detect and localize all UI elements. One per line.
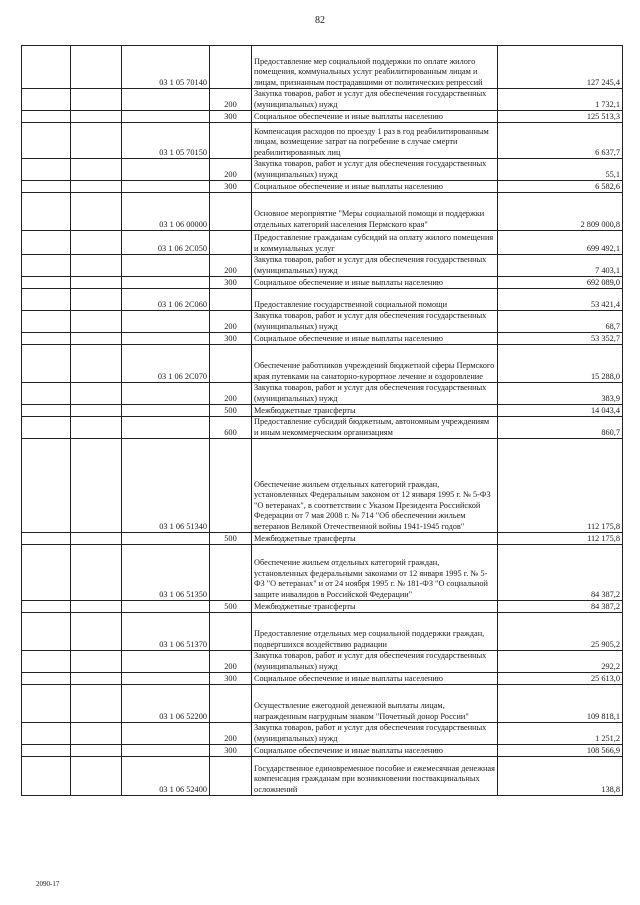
blank-cell — [22, 193, 71, 231]
blank-cell — [71, 277, 122, 289]
blank-cell — [71, 111, 122, 123]
table-row — [22, 383, 623, 405]
expense-type-cell — [210, 757, 252, 796]
table-row — [22, 757, 623, 796]
amount-cell: 53 352,7 — [498, 333, 623, 345]
item-name-cell: Осуществление ежегодной денежной выплаты лицам, награжденным нагрудным знаком "Почетный донор России" — [252, 685, 498, 723]
item-name-cell: Закупка товаров, работ и услуг для обеспечения государственных (муниципальных) нужд — [252, 383, 498, 405]
item-name-cell: Социальное обеспечение и иные выплаты населению — [252, 181, 498, 193]
target-code-cell — [122, 311, 210, 333]
blank-cell — [22, 277, 71, 289]
blank-cell — [22, 255, 71, 277]
blank-cell — [71, 685, 122, 723]
table-row — [22, 345, 623, 383]
target-code-cell: 03 1 06 2С070 — [122, 345, 210, 383]
expense-type-cell: 200 — [210, 311, 252, 333]
target-code-cell — [122, 111, 210, 123]
table-row — [22, 255, 623, 277]
blank-cell — [22, 439, 71, 533]
table-row — [22, 89, 623, 111]
table-row — [22, 159, 623, 181]
blank-cell — [71, 545, 122, 601]
item-name-cell: Закупка товаров, работ и услуг для обеспечения государственных (муниципальных) нужд — [252, 159, 498, 181]
item-name-cell: Закупка товаров, работ и услуг для обеспечения государственных (муниципальных) нужд — [252, 311, 498, 333]
blank-cell — [22, 613, 71, 651]
amount-cell: 112 175,8 — [498, 439, 623, 533]
budget-table-body — [22, 46, 623, 796]
amount-cell: 1 732,1 — [498, 89, 623, 111]
blank-cell — [71, 231, 122, 255]
expense-type-cell: 600 — [210, 417, 252, 439]
budget-table — [21, 45, 623, 796]
blank-cell — [71, 46, 122, 89]
amount-cell: 692 089,0 — [498, 277, 623, 289]
item-name-cell: Межбюджетные трансферты — [252, 601, 498, 613]
table-row — [22, 545, 623, 601]
item-name-cell: Межбюджетные трансферты — [252, 533, 498, 545]
expense-type-cell: 200 — [210, 723, 252, 745]
target-code-cell: 03 1 06 52200 — [122, 685, 210, 723]
expense-type-cell — [210, 231, 252, 255]
table-row — [22, 685, 623, 723]
blank-cell — [22, 181, 71, 193]
blank-cell — [22, 111, 71, 123]
amount-cell: 6 582,6 — [498, 181, 623, 193]
target-code-cell — [122, 89, 210, 111]
expense-type-cell: 500 — [210, 533, 252, 545]
expense-type-cell: 300 — [210, 673, 252, 685]
blank-cell — [71, 289, 122, 311]
amount-cell: 2 809 000,8 — [498, 193, 623, 231]
target-code-cell — [122, 601, 210, 613]
item-name-cell: Социальное обеспечение и иные выплаты населению — [252, 673, 498, 685]
blank-cell — [22, 123, 71, 159]
expense-type-cell: 500 — [210, 601, 252, 613]
item-name-cell: Компенсация расходов по проезду 1 раз в год реабилитированным лицам, возмещение затрат на погребение в случае смерти реабилитированных лиц — [252, 123, 498, 159]
amount-cell: 127 245,4 — [498, 46, 623, 89]
expense-type-cell: 200 — [210, 89, 252, 111]
blank-cell — [22, 89, 71, 111]
amount-cell: 6 637,7 — [498, 123, 623, 159]
item-name-cell: Предоставление субсидий бюджетным, автономным учреждениям и иным некоммерческим организациям — [252, 417, 498, 439]
target-code-cell — [122, 277, 210, 289]
amount-cell: 68,7 — [498, 311, 623, 333]
target-code-cell — [122, 417, 210, 439]
table-row — [22, 46, 623, 89]
blank-cell — [71, 255, 122, 277]
item-name-cell: Предоставление мер социальной поддержки по оплате жилого помещения, коммунальных услуг реабилитированным лицам и лицам, признанным пострадавшими от политических репрессий — [252, 46, 498, 89]
expense-type-cell — [210, 193, 252, 231]
blank-cell — [71, 601, 122, 613]
blank-cell — [71, 123, 122, 159]
expense-type-cell: 300 — [210, 277, 252, 289]
blank-cell — [22, 685, 71, 723]
blank-cell — [71, 745, 122, 757]
expense-type-cell: 200 — [210, 651, 252, 673]
table-row — [22, 601, 623, 613]
expense-type-cell — [210, 439, 252, 533]
blank-cell — [22, 345, 71, 383]
target-code-cell — [122, 651, 210, 673]
item-name-cell: Предоставление гражданам субсидий на оплату жилого помещения и коммунальных услуг — [252, 231, 498, 255]
item-name-cell: Основное мероприятие "Меры социальной помощи и поддержки отдельных категорий населения Пермского края" — [252, 193, 498, 231]
table-row — [22, 231, 623, 255]
target-code-cell — [122, 745, 210, 757]
blank-cell — [71, 673, 122, 685]
table-row — [22, 405, 623, 417]
item-name-cell: Закупка товаров, работ и услуг для обеспечения государственных (муниципальных) нужд — [252, 255, 498, 277]
target-code-cell: 03 1 06 51340 — [122, 439, 210, 533]
target-code-cell — [122, 405, 210, 417]
table-row — [22, 745, 623, 757]
blank-cell — [71, 181, 122, 193]
blank-cell — [22, 723, 71, 745]
expense-type-cell: 300 — [210, 745, 252, 757]
expense-type-cell — [210, 289, 252, 311]
expense-type-cell — [210, 613, 252, 651]
table-row — [22, 193, 623, 231]
expense-type-cell: 300 — [210, 333, 252, 345]
item-name-cell: Социальное обеспечение и иные выплаты населению — [252, 333, 498, 345]
blank-cell — [71, 417, 122, 439]
target-code-cell: 03 1 06 2С060 — [122, 289, 210, 311]
target-code-cell — [122, 159, 210, 181]
item-name-cell: Государственное единовременное пособие и ежемесячная денежная компенсация гражданам при возникновении поствакцинальных осложнений — [252, 757, 498, 796]
item-name-cell: Социальное обеспечение и иные выплаты населению — [252, 745, 498, 757]
blank-cell — [71, 159, 122, 181]
item-name-cell: Обеспечение жильем отдельных категорий граждан, установленных Федеральным законом от 12 января 1995 г. № 5-ФЗ "О ветеранах", в соответствии с Указом Президента Российской Федерации от 7 мая 2008 г. № 714 "Об обеспечении жильем ветеранов Великой Отечественной войны 1941-1945 годов" — [252, 439, 498, 533]
target-code-cell — [122, 181, 210, 193]
item-name-cell: Предоставление государственной социальной помощи — [252, 289, 498, 311]
table-row — [22, 181, 623, 193]
expense-type-cell: 500 — [210, 405, 252, 417]
table-row — [22, 311, 623, 333]
footer-code: 2090-17 — [36, 880, 60, 888]
expense-type-cell — [210, 123, 252, 159]
target-code-cell — [122, 333, 210, 345]
target-code-cell: 03 1 05 70140 — [122, 46, 210, 89]
amount-cell: 55,1 — [498, 159, 623, 181]
item-name-cell: Социальное обеспечение и иные выплаты населению — [252, 277, 498, 289]
blank-cell — [71, 533, 122, 545]
blank-cell — [71, 439, 122, 533]
blank-cell — [22, 311, 71, 333]
amount-cell: 292,2 — [498, 651, 623, 673]
blank-cell — [22, 545, 71, 601]
target-code-cell: 03 1 06 2С050 — [122, 231, 210, 255]
table-row — [22, 277, 623, 289]
table-row — [22, 289, 623, 311]
amount-cell: 53 421,4 — [498, 289, 623, 311]
expense-type-cell: 200 — [210, 159, 252, 181]
target-code-cell: 03 1 06 52400 — [122, 757, 210, 796]
item-name-cell: Закупка товаров, работ и услуг для обеспечения государственных (муниципальных) нужд — [252, 89, 498, 111]
blank-cell — [22, 757, 71, 796]
blank-cell — [71, 311, 122, 333]
item-name-cell: Межбюджетные трансферты — [252, 405, 498, 417]
item-name-cell: Предоставление отдельных мер социальной поддержки граждан, подвергшихся воздействию радиации — [252, 613, 498, 651]
amount-cell: 25 905,2 — [498, 613, 623, 651]
expense-type-cell — [210, 685, 252, 723]
amount-cell: 7 403,1 — [498, 255, 623, 277]
amount-cell: 84 387,2 — [498, 601, 623, 613]
table-row — [22, 651, 623, 673]
blank-cell — [22, 673, 71, 685]
table-row — [22, 333, 623, 345]
blank-cell — [71, 723, 122, 745]
target-code-cell — [122, 533, 210, 545]
expense-type-cell: 300 — [210, 111, 252, 123]
amount-cell: 383,9 — [498, 383, 623, 405]
blank-cell — [22, 651, 71, 673]
blank-cell — [71, 89, 122, 111]
target-code-cell: 03 1 06 51370 — [122, 613, 210, 651]
blank-cell — [71, 757, 122, 796]
table-row — [22, 111, 623, 123]
amount-cell: 14 043,4 — [498, 405, 623, 417]
blank-cell — [22, 601, 71, 613]
table-row — [22, 673, 623, 685]
blank-cell — [22, 417, 71, 439]
blank-cell — [22, 405, 71, 417]
amount-cell: 125 513,3 — [498, 111, 623, 123]
item-name-cell: Закупка товаров, работ и услуг для обеспечения государственных (муниципальных) нужд — [252, 723, 498, 745]
blank-cell — [71, 193, 122, 231]
target-code-cell: 03 1 06 00000 — [122, 193, 210, 231]
blank-cell — [71, 383, 122, 405]
table-row — [22, 723, 623, 745]
expense-type-cell — [210, 345, 252, 383]
target-code-cell: 03 1 06 51350 — [122, 545, 210, 601]
amount-cell: 84 387,2 — [498, 545, 623, 601]
amount-cell: 860,7 — [498, 417, 623, 439]
blank-cell — [71, 345, 122, 383]
amount-cell: 108 566,9 — [498, 745, 623, 757]
item-name-cell: Закупка товаров, работ и услуг для обеспечения государственных (муниципальных) нужд — [252, 651, 498, 673]
item-name-cell: Социальное обеспечение и иные выплаты населению — [252, 111, 498, 123]
amount-cell: 1 251,2 — [498, 723, 623, 745]
target-code-cell — [122, 673, 210, 685]
blank-cell — [22, 289, 71, 311]
blank-cell — [71, 651, 122, 673]
table-row — [22, 123, 623, 159]
blank-cell — [22, 383, 71, 405]
blank-cell — [22, 159, 71, 181]
blank-cell — [71, 405, 122, 417]
item-name-cell: Обеспечение жильем отдельных категорий граждан, установленных федеральными законами от 12 января 1995 г. № 5-ФЗ "О ветеранах" и от 24 ноября 1995 г. № 181-ФЗ "О социальной защите инвалидов в Российской Федерации" — [252, 545, 498, 601]
amount-cell: 25 613,0 — [498, 673, 623, 685]
page-number: 82 — [315, 15, 325, 26]
amount-cell: 15 288,0 — [498, 345, 623, 383]
blank-cell — [71, 333, 122, 345]
blank-cell — [22, 46, 71, 89]
expense-type-cell: 300 — [210, 181, 252, 193]
target-code-cell — [122, 723, 210, 745]
amount-cell: 109 818,1 — [498, 685, 623, 723]
amount-cell: 112 175,8 — [498, 533, 623, 545]
table-row — [22, 417, 623, 439]
table-row — [22, 439, 623, 533]
expense-type-cell: 200 — [210, 383, 252, 405]
target-code-cell — [122, 383, 210, 405]
target-code-cell — [122, 255, 210, 277]
expense-type-cell — [210, 545, 252, 601]
expense-type-cell: 200 — [210, 255, 252, 277]
blank-cell — [22, 745, 71, 757]
blank-cell — [22, 333, 71, 345]
blank-cell — [71, 613, 122, 651]
blank-cell — [22, 533, 71, 545]
table-row — [22, 613, 623, 651]
amount-cell: 699 492,1 — [498, 231, 623, 255]
item-name-cell: Обеспечение работников учреждений бюджетной сферы Пермского края путевками на санаторно-курортное лечение и оздоровление — [252, 345, 498, 383]
blank-cell — [22, 231, 71, 255]
target-code-cell: 03 1 05 70150 — [122, 123, 210, 159]
amount-cell: 138,8 — [498, 757, 623, 796]
table-row — [22, 533, 623, 545]
expense-type-cell — [210, 46, 252, 89]
